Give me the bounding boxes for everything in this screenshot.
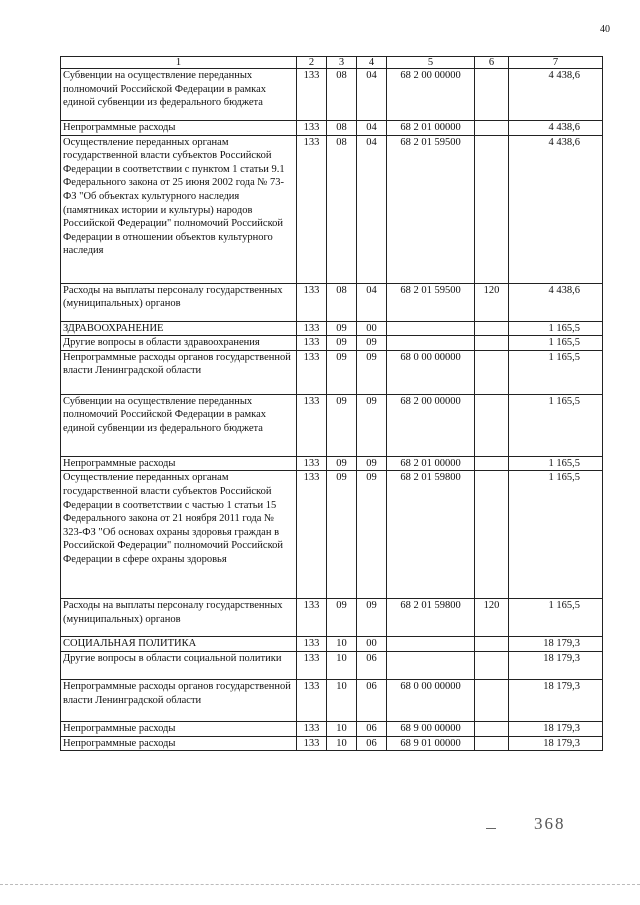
row-expense-type: 120 [475, 283, 509, 321]
row-name: Другие вопросы в области здравоохранения [61, 336, 297, 351]
row-gr-code: 133 [297, 350, 327, 394]
row-subsection: 04 [357, 69, 387, 121]
row-expense-type [475, 651, 509, 679]
sheet-stamp: 368 [534, 814, 566, 833]
row-section: 09 [327, 599, 357, 637]
row-expense-type [475, 721, 509, 736]
budget-table [60, 56, 603, 751]
row-expense-type [475, 679, 509, 721]
row-gr-code: 133 [297, 456, 327, 471]
row-gr-code: 133 [297, 121, 327, 136]
row-name: Другие вопросы в области социальной политики [61, 651, 297, 679]
row-section: 08 [327, 283, 357, 321]
row-amount: 18 179,3 [509, 736, 603, 751]
table-row [61, 679, 603, 721]
row-section: 09 [327, 336, 357, 351]
table-row [61, 637, 603, 652]
row-amount: 4 438,6 [509, 121, 603, 136]
row-target-article: 68 2 00 00000 [387, 394, 475, 456]
row-expense-type [475, 321, 509, 336]
row-target-article [387, 651, 475, 679]
row-expense-type: 120 [475, 599, 509, 637]
row-target-article [387, 336, 475, 351]
row-name: Непрограммные расходы органов государственной власти Ленинградской области [61, 350, 297, 394]
row-expense-type [475, 121, 509, 136]
row-expense-type [475, 736, 509, 751]
table-row [61, 69, 603, 121]
row-target-article: 68 0 00 00000 [387, 679, 475, 721]
row-amount: 4 438,6 [509, 69, 603, 121]
row-section: 09 [327, 350, 357, 394]
row-target-article: 68 2 01 59800 [387, 471, 475, 599]
row-name: Непрограммные расходы [61, 456, 297, 471]
row-amount: 1 165,5 [509, 321, 603, 336]
row-gr-code: 133 [297, 283, 327, 321]
row-section: 09 [327, 394, 357, 456]
row-subsection: 09 [357, 599, 387, 637]
page-number: 40 [600, 24, 610, 35]
row-target-article [387, 637, 475, 652]
page-bottom-edge [0, 884, 640, 885]
row-section: 10 [327, 736, 357, 751]
row-expense-type [475, 471, 509, 599]
row-subsection: 06 [357, 651, 387, 679]
row-amount: 4 438,6 [509, 135, 603, 283]
row-name: Расходы на выплаты персоналу государственных (муниципальных) органов [61, 599, 297, 637]
row-target-article: 68 9 01 00000 [387, 736, 475, 751]
header-col-1: 1 [61, 57, 297, 69]
row-expense-type [475, 394, 509, 456]
row-name: Непрограммные расходы органов государственной власти Ленинградской области [61, 679, 297, 721]
row-subsection: 09 [357, 350, 387, 394]
row-gr-code: 133 [297, 736, 327, 751]
header-col-6: 6 [475, 57, 509, 69]
row-subsection: 00 [357, 637, 387, 652]
row-expense-type [475, 69, 509, 121]
row-target-article: 68 2 01 59800 [387, 599, 475, 637]
row-section: 09 [327, 471, 357, 599]
table-row [61, 471, 603, 599]
row-amount: 1 165,5 [509, 336, 603, 351]
header-col-4: 4 [357, 57, 387, 69]
table-row [61, 599, 603, 637]
row-target-article: 68 2 01 00000 [387, 456, 475, 471]
row-target-article: 68 2 01 59500 [387, 283, 475, 321]
table-row [61, 394, 603, 456]
row-subsection: 04 [357, 283, 387, 321]
row-expense-type [475, 336, 509, 351]
table-row [61, 350, 603, 394]
row-amount: 18 179,3 [509, 679, 603, 721]
table-row [61, 121, 603, 136]
row-section: 09 [327, 456, 357, 471]
row-subsection: 09 [357, 336, 387, 351]
row-target-article: 68 2 01 59500 [387, 135, 475, 283]
row-name: Расходы на выплаты персоналу государственных (муниципальных) органов [61, 283, 297, 321]
table-row [61, 736, 603, 751]
table-row [61, 283, 603, 321]
row-section: 10 [327, 679, 357, 721]
table-row [61, 135, 603, 283]
row-gr-code: 133 [297, 321, 327, 336]
row-section: 08 [327, 135, 357, 283]
row-amount: 1 165,5 [509, 599, 603, 637]
row-expense-type [475, 350, 509, 394]
row-gr-code: 133 [297, 679, 327, 721]
row-section: 08 [327, 69, 357, 121]
row-expense-type [475, 135, 509, 283]
row-section: 09 [327, 321, 357, 336]
table-row [61, 721, 603, 736]
header-col-2: 2 [297, 57, 327, 69]
row-name: Непрограммные расходы [61, 736, 297, 751]
table-row [61, 456, 603, 471]
row-gr-code: 133 [297, 135, 327, 283]
row-gr-code: 133 [297, 599, 327, 637]
row-name: Осуществление переданных органам государственной власти субъектов Российской Федерации в соответствии с пунктом 1 статьи 9.1 Федерального закона от 25 июня 2002 года № 73-ФЗ "Об объектах культурного наследия (памятниках истории и культуры) народов Российской Федерации" полномочий Российской Федерации в отношении объектов культурного наследия [61, 135, 297, 283]
row-name: ЗДРАВООХРАНЕНИЕ [61, 321, 297, 336]
row-target-article [387, 321, 475, 336]
row-subsection: 09 [357, 456, 387, 471]
header-col-7: 7 [509, 57, 603, 69]
table-row [61, 651, 603, 679]
row-subsection: 09 [357, 394, 387, 456]
table-row [61, 321, 603, 336]
row-amount: 4 438,6 [509, 283, 603, 321]
row-subsection: 04 [357, 135, 387, 283]
row-amount: 18 179,3 [509, 651, 603, 679]
row-gr-code: 133 [297, 336, 327, 351]
row-gr-code: 133 [297, 651, 327, 679]
row-subsection: 06 [357, 679, 387, 721]
row-name: Осуществление переданных органам государственной власти субъектов Российской Федерации в соответствии с частью 1 статьи 15 Федерального закона от 21 ноября 2011 года № 323-ФЗ "Об основах охраны здоровья граждан в Российской Федерации" полномочий Российской Федерации в сфере охраны здоровья [61, 471, 297, 599]
row-amount: 1 165,5 [509, 394, 603, 456]
row-section: 08 [327, 121, 357, 136]
row-target-article: 68 2 01 00000 [387, 121, 475, 136]
table-row [61, 336, 603, 351]
row-amount: 1 165,5 [509, 471, 603, 599]
row-subsection: 00 [357, 321, 387, 336]
row-target-article: 68 0 00 00000 [387, 350, 475, 394]
row-amount: 1 165,5 [509, 350, 603, 394]
row-amount: 18 179,3 [509, 637, 603, 652]
header-row [61, 57, 603, 69]
row-expense-type [475, 456, 509, 471]
row-amount: 18 179,3 [509, 721, 603, 736]
row-gr-code: 133 [297, 721, 327, 736]
row-subsection: 06 [357, 736, 387, 751]
row-expense-type [475, 637, 509, 652]
row-gr-code: 133 [297, 69, 327, 121]
row-section: 10 [327, 721, 357, 736]
row-gr-code: 133 [297, 394, 327, 456]
row-name: СОЦИАЛЬНАЯ ПОЛИТИКА [61, 637, 297, 652]
header-col-3: 3 [327, 57, 357, 69]
row-amount: 1 165,5 [509, 456, 603, 471]
row-section: 10 [327, 651, 357, 679]
row-name: Непрограммные расходы [61, 721, 297, 736]
row-target-article: 68 2 00 00000 [387, 69, 475, 121]
row-name: Субвенции на осуществление переданных полномочий Российской Федерации в рамках единой субвенции из федерального бюджета [61, 394, 297, 456]
stamp-dash [486, 828, 496, 829]
row-gr-code: 133 [297, 637, 327, 652]
row-name: Субвенции на осуществление переданных полномочий Российской Федерации в рамках единой субвенции из федерального бюджета [61, 69, 297, 121]
header-col-5: 5 [387, 57, 475, 69]
row-subsection: 09 [357, 471, 387, 599]
row-gr-code: 133 [297, 471, 327, 599]
row-name: Непрограммные расходы [61, 121, 297, 136]
row-section: 10 [327, 637, 357, 652]
row-subsection: 06 [357, 721, 387, 736]
row-target-article: 68 9 00 00000 [387, 721, 475, 736]
row-subsection: 04 [357, 121, 387, 136]
